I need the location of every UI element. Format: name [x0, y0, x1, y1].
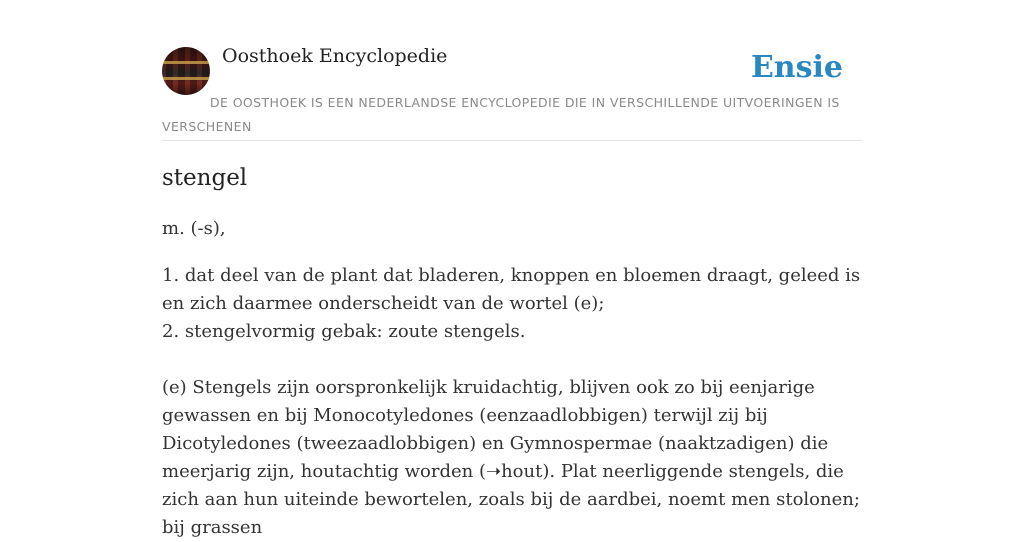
entry-content — [162, 215, 862, 542]
definition-item: 2. stengelvormig gebak: zoute stengels. — [162, 321, 526, 342]
site-header — [162, 0, 862, 141]
definition-list — [162, 262, 862, 346]
entry-title: stengel — [162, 165, 248, 191]
page — [162, 0, 862, 542]
grammar-note: m. (-s), — [162, 218, 226, 239]
definition-item: 1. dat deel van de plant dat bladeren, knoppen en bloemen draagt, geleed is en zich daarmee onderscheidt van de wortel (e); — [162, 265, 861, 314]
brand-logo[interactable]: Ensie — [750, 50, 843, 85]
encyclopedia-avatar[interactable] — [162, 47, 210, 95]
site-tagline: DE OOSTHOEK IS EEN NEDERLANDSE ENCYCLOPEDIE DIE IN VERSCHILLENDE UITVOERINGEN IS VERSCHENEN — [162, 95, 840, 134]
entry-body: (e) Stengels zijn oorspronkelijk kruidachtig, blijven ook zo bij eenjarige gewassen en bij Monocotyledones (eenzaadlobbigen) terwijl zij bij Dicotyledones (tweezaadlobbigen) en Gymnospermae (naaktzadigen) die meerjarig zijn, houtachtig worden (➝hout). Plat neerliggende stengels, die zich aan hun uiteinde bewortelen, zoals bij de aardbei, noemt men stolonen; bij grassen — [162, 377, 860, 538]
site-name[interactable]: Oosthoek Encyclopedie — [222, 45, 448, 67]
